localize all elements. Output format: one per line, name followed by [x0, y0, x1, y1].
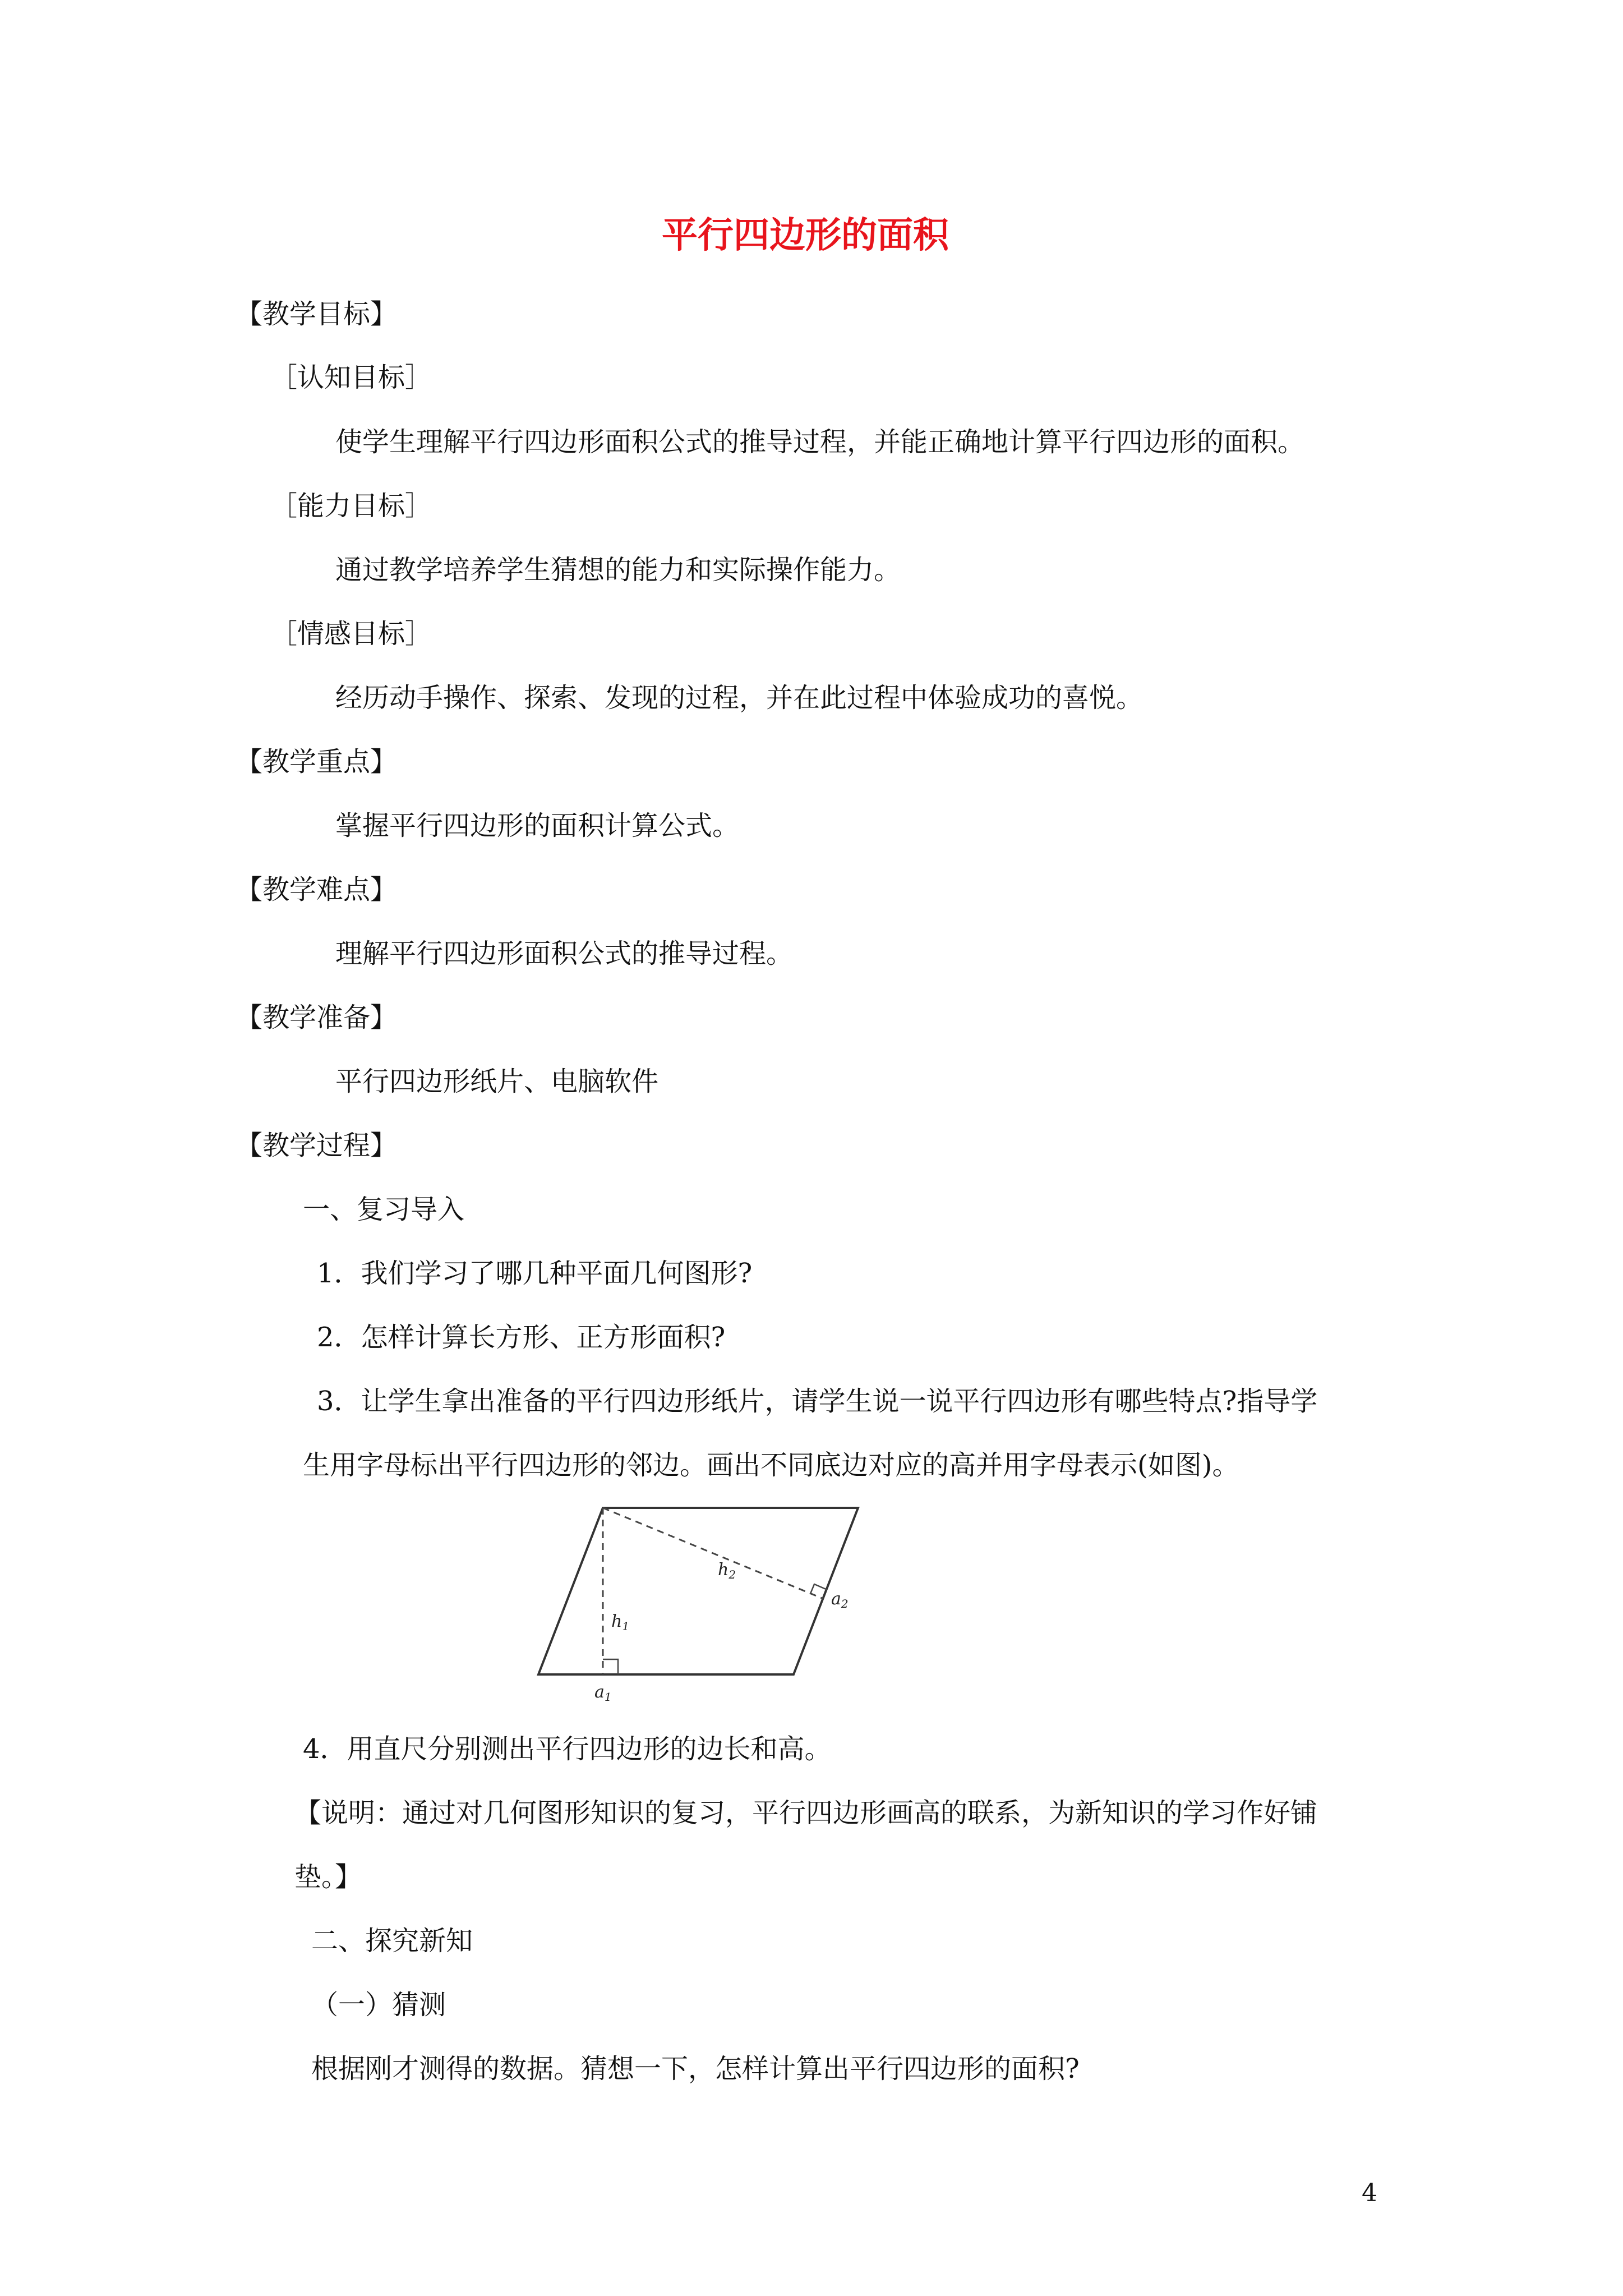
difficulty-header: 【教学难点】 [236, 874, 398, 905]
label-a1: $a_1$ [594, 1682, 612, 1704]
key-text: 掌握平行四边形的面积计算公式。 [335, 810, 740, 841]
parallelogram-figure [527, 1492, 875, 1705]
emotion-text: 经历动手操作、探索、发现的过程，并在此过程中体验成功的喜悦。 [335, 682, 1144, 714]
question-4: 4．用直尺分别测出平行四边形的边长和高。 [303, 1733, 832, 1765]
question-3-line-2: 生用字母标出平行四边形的邻边。画出不同底边对应的高并用字母表示(如图)。 [303, 1450, 1239, 1481]
cognitive-label: ［认知目标］ [270, 362, 432, 393]
prep-header: 【教学准备】 [236, 1002, 398, 1033]
note-line-1: 【说明：通过对几何图形知识的复习，平行四边形画高的联系，为新知识的学习作好铺 [294, 1797, 1318, 1829]
emotion-label: ［情感目标］ [270, 618, 432, 650]
label-h1: $h_1$ [611, 1612, 630, 1633]
prep-text: 平行四边形纸片、电脑软件 [335, 1066, 659, 1097]
sub1-title: （一）猜测 [311, 1989, 446, 2021]
part1-title: 一、复习导入 [303, 1194, 465, 1225]
parallelogram-outline [538, 1508, 858, 1674]
label-a2: $a_2$ [831, 1589, 849, 1611]
cognitive-text: 使学生理解平行四边形面积公式的推导过程，并能正确地计算平行四边形的面积。 [335, 426, 1305, 458]
key-header: 【教学重点】 [236, 746, 398, 777]
right-angle-mark-1 [603, 1659, 618, 1674]
ability-text: 通过教学培养学生猜想的能力和实际操作能力。 [335, 554, 901, 586]
question-2: 2．怎样计算长方形、正方形面积? [317, 1322, 726, 1353]
page-title: 平行四边形的面积 [662, 214, 949, 256]
question-1: 1．我们学习了哪几种平面几何图形? [317, 1258, 753, 1289]
process-header: 【教学过程】 [236, 1130, 398, 1161]
difficulty-text: 理解平行四边形面积公式的推导过程。 [335, 938, 794, 969]
note-line-2: 垫。】 [294, 1861, 362, 1893]
ability-label: ［能力目标］ [270, 490, 432, 522]
label-h2: $h_2$ [718, 1560, 736, 1581]
sub1-text: 根据刚才测得的数据。猜想一下，怎样计算出平行四边形的面积? [311, 2053, 1080, 2085]
page-number: 4 [1362, 2179, 1377, 2207]
goals-header: 【教学目标】 [236, 298, 398, 330]
question-3-line-1: 3．让学生拿出准备的平行四边形纸片，请学生说一说平行四边形有哪些特点?指导学 [317, 1386, 1318, 1417]
part2-title: 二、探究新知 [311, 1925, 473, 1957]
height-2-line [603, 1508, 823, 1599]
